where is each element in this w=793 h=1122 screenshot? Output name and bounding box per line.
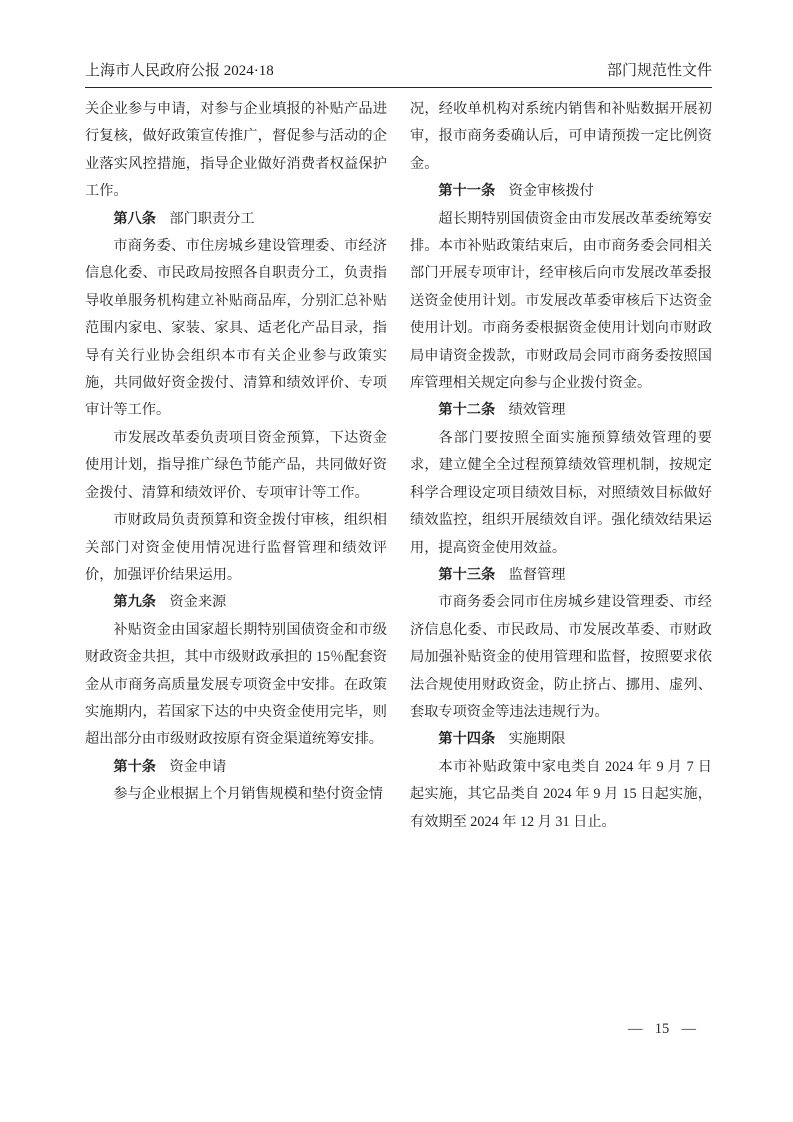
- article-number: 第十二条: [438, 402, 496, 419]
- article-heading: [85, 754, 387, 781]
- article-title: 监督管理: [508, 566, 566, 583]
- article-title: 绩效管理: [508, 402, 566, 419]
- page-number-dash-right: —: [681, 1021, 696, 1037]
- paragraph: 市商务委会同市住房城乡建设管理委、市经济信息化委、市民政局、市发展改革委、市财政局加强补贴资金的使用管理和监督，按照要求依法合规使用财政资金，防止挤占、挪用、虚列、套取专项资金等违法违规行为。: [410, 594, 712, 720]
- article-number: 第八条: [113, 210, 156, 227]
- article-number: 第十一条: [438, 183, 496, 200]
- page-number: [628, 1019, 696, 1039]
- article-number: 第九条: [113, 594, 156, 611]
- paragraph: 市商务委、市住房城乡建设管理委、市经济信息化委、市民政局按照各自职责分工，负责指导收单服务机构建立补贴商品库，分别汇总补贴范围内家电、家装、家具、适老化产品目录，指导有关行业协会组织本市有关企业参与政策实施，共同做好资金拨付、清算和绩效评价、专项审计等工作。: [85, 238, 387, 419]
- article-heading: [410, 562, 712, 589]
- document-body: [85, 96, 712, 836]
- article-heading: [410, 726, 712, 753]
- article-title: 实施期限: [508, 731, 566, 748]
- paragraph: 况，经收单机构对系统内销售和补贴数据开展初审，报市商务委确认后，可申请预拨一定比例资金。: [410, 101, 712, 172]
- paragraph: 市财政局负责预算和资金拨付审核，组织相关部门对资金使用情况进行监督管理和绩效评价，加强评价结果运用。: [85, 512, 387, 583]
- article-heading: [410, 178, 712, 205]
- page-number-value: 15: [654, 1021, 670, 1037]
- article-title: 资金审核拨付: [508, 183, 594, 200]
- header-rule: [85, 87, 712, 88]
- article-heading: [410, 397, 712, 424]
- article-number: 第十三条: [438, 566, 496, 583]
- paragraph: 超长期特别国债资金由市发展改革委统筹安排。本市补贴政策结束后，由市商务委会同相关部门开展专项审计，经审核后向市发展改革委报送资金使用计划。市发展改革委审核后下达资金使用计划。市商务委根据资金使用计划向市财政局申请资金拨款，市财政局会同市商务委按照国库管理相关规定向参与企业拨付资金。: [410, 210, 712, 392]
- paragraph: 本市补贴政策中家电类自 2024 年 9 月 7 日起实施，其它品类自 2024 年 9 月 15 日起实施，有效期至 2024 年 12 月 31 日止。: [410, 758, 712, 830]
- article-number: 第十条: [113, 758, 156, 775]
- paragraph: 各部门要按照全面实施预算绩效管理的要求，建立健全全过程预算绩效管理机制，按规定科学合理设定项目绩效目标，对照绩效目标做好绩效监控，组织开展绩效自评。强化绩效结果运用，提高资金使用效益。: [410, 429, 712, 556]
- article-title: 资金申请: [169, 758, 227, 775]
- article-heading: [85, 589, 387, 616]
- right-column: [410, 96, 712, 836]
- article-title: 资金来源: [169, 594, 227, 611]
- article-number: 第十四条: [438, 731, 496, 748]
- paragraph: 市发展改革委负责项目资金预算，下达资金使用计划，指导推广绿色节能产品，共同做好资金拨付、清算和绩效评价、专项审计等工作。: [85, 429, 387, 501]
- article-heading: [85, 206, 387, 233]
- left-column: [85, 96, 387, 836]
- paragraph: 关企业参与申请，对参与企业填报的补贴产品进行复核，做好政策宣传推广，督促参与活动的企业落实风控措施，指导企业做好消费者权益保护工作。: [85, 101, 387, 200]
- header-gazette-title: 上海市人民政府公报 2024·18: [85, 63, 274, 79]
- page-number-dash-left: —: [628, 1021, 643, 1037]
- article-title: 部门职责分工: [169, 210, 255, 227]
- page-header: [85, 62, 712, 80]
- header-section-label: 部门规范性文件: [606, 63, 712, 79]
- paragraph: 参与企业根据上个月销售规模和垫付资金情: [113, 786, 383, 803]
- paragraph: 补贴资金由国家超长期特别国债资金和市级财政资金共担，其中市级财政承担的 15％配套资金从市商务高质量发展专项资金中安排。在政策实施期内，若国家下达的中央资金使用完毕，则超出部分由市级财政按原有资金渠道统筹安排。: [85, 621, 387, 748]
